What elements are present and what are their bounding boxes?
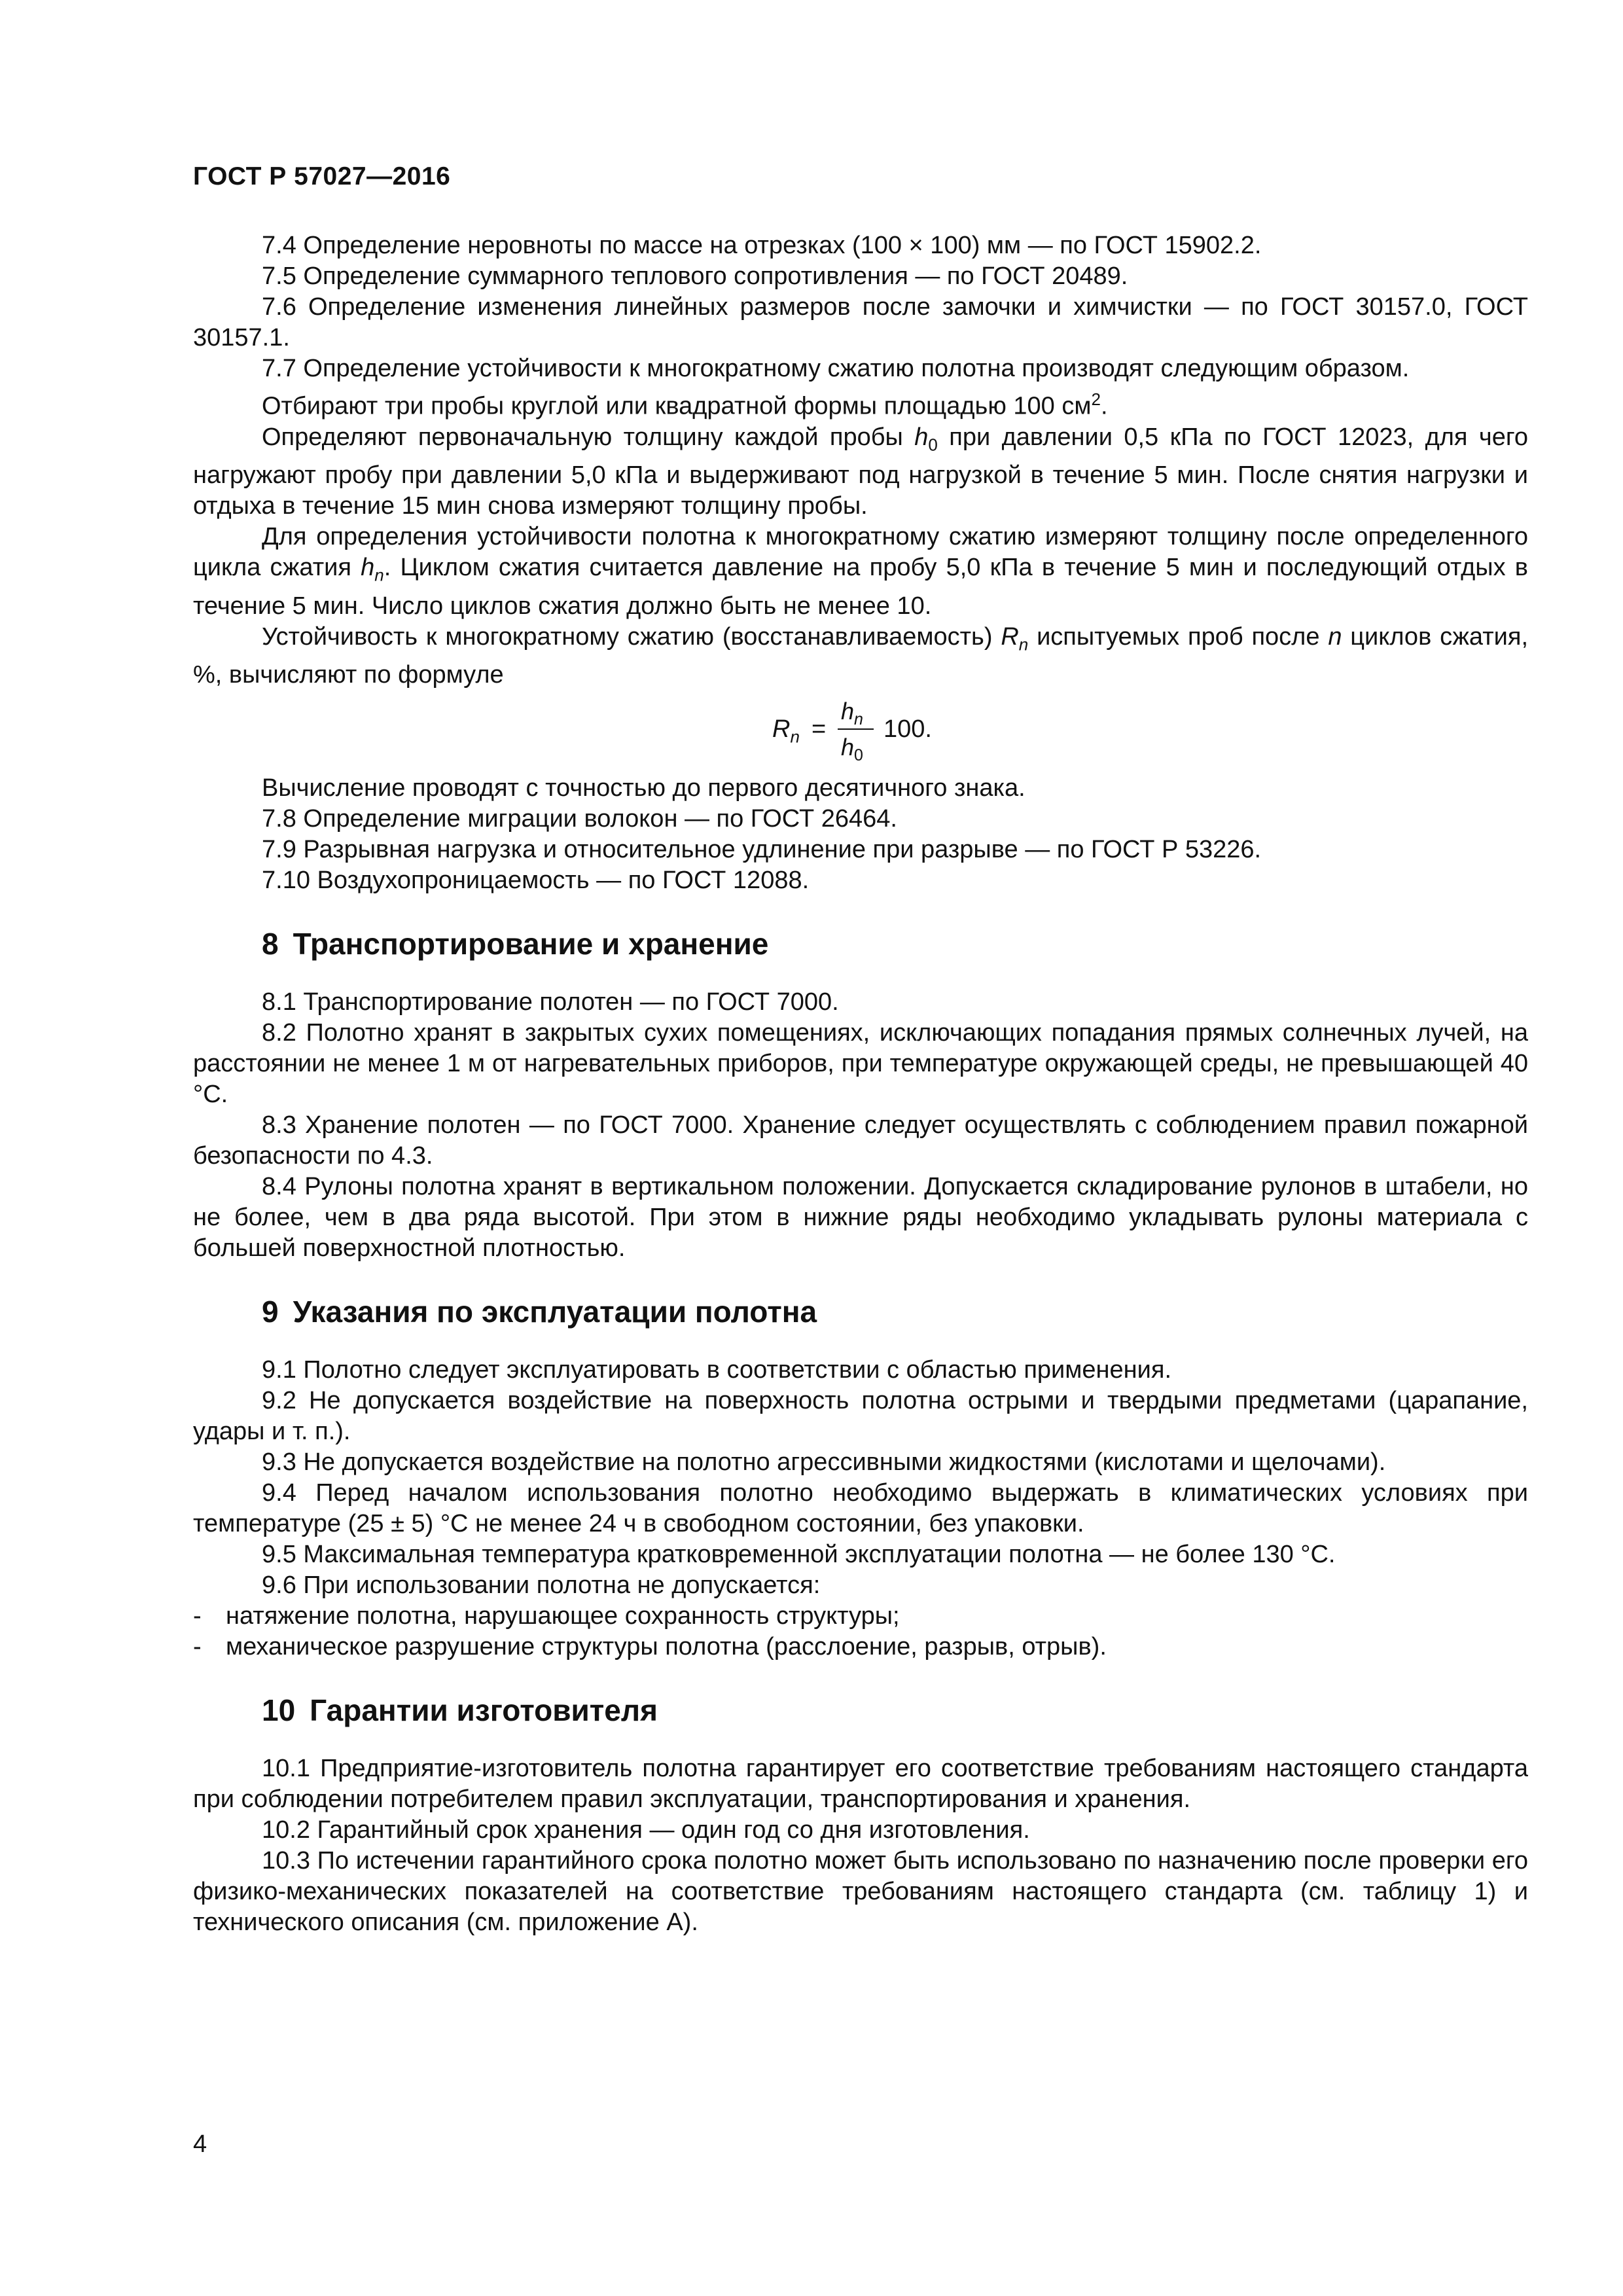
paragraph-resilience <box>193 622 1528 691</box>
list-item-text: механическое разрушение структуры полотна (расслоение, разрыв, отрыв). <box>226 1633 1107 1661</box>
paragraph-9-6: 9.6 При использовании полотна не допускается: <box>262 1571 821 1600</box>
paragraph-7-4: 7.4 Определение неровноты по массе на отрезках (100 × 100) мм — по ГОСТ 15902.2. <box>262 232 1262 259</box>
paragraph-calc: Вычисление проводят с точностью до первого десятичного знака. <box>262 774 1026 802</box>
list-item <box>193 1632 1528 1662</box>
cycle-text-a: Для определения устойчивости полотна к многократному сжатию измеряют толщину после определенного цикла сжатия <box>193 523 1528 582</box>
list-dash: - <box>193 1602 202 1630</box>
formula-lhs <box>772 714 800 753</box>
paragraph-9-3: 9.3 Не допускается воздействие на полотно агрессивными жидкостями (кислотами и щелочами). <box>262 1448 1386 1477</box>
paragraph-samples <box>193 384 1528 422</box>
paragraph-10-3: 10.3 По истечении гарантийного срока полотно может быть использовано по назначению после проверки его физико-механических показателей на соответствие требованиям настоящего стандарта (см. таблицу 1) и технического описания (см. приложение А). <box>193 1847 1528 1937</box>
formula-lhs-var: R <box>772 715 791 744</box>
section-8-title: Транспортирование и хранение <box>293 927 769 961</box>
section-10-heading <box>193 1695 1528 1726</box>
paragraph-7-7: 7.7 Определение устойчивости к многократному сжатию полотна производят следующим образом. <box>262 355 1410 382</box>
paragraph-10-1: 10.1 Предприятие-изготовитель полотна гарантирует его соответствие требованиям настоящего стандарта при соблюдении потребителем правил эксплуатации, транспортирования и хранения. <box>193 1755 1528 1814</box>
paragraph-9-1: 9.1 Полотно следует эксплуатировать в соответствии с областью применения. <box>262 1356 1172 1384</box>
formula-num-var: h <box>841 698 855 725</box>
list-item-text: натяжение полотна, нарушающее сохранность структуры; <box>226 1602 900 1630</box>
formula-num-sub: n <box>854 710 863 729</box>
paragraph-8-4: 8.4 Рулоны полотна хранят в вертикальном положении. Допускается складирование рулонов в штабели, но не более, чем в два ряда высотой. При этом в нижние ряды необходимо укладывать рулоны материала с большей поверхностной плотностью. <box>193 1173 1528 1263</box>
section-8-number: 8 <box>262 927 279 961</box>
formula-den-var: h <box>841 734 855 761</box>
thickness-sub: 0 <box>928 435 938 455</box>
fraction-bar <box>838 728 874 730</box>
document-header: ГОСТ Р 57027—2016 <box>193 162 451 190</box>
formula-lhs-sub: n <box>790 727 800 747</box>
section-10-title: Гарантии изготовителя <box>310 1693 658 1728</box>
section-9-number: 9 <box>262 1295 279 1329</box>
section-10-number: 10 <box>262 1693 296 1728</box>
paragraph-9-5: 9.5 Максимальная температура кратковременной эксплуатации полотна — не более 130 °C. <box>262 1541 1336 1569</box>
paragraph-7-8: 7.8 Определение миграции волокон — по ГОСТ 26464. <box>262 805 897 833</box>
cycle-sub: n <box>374 565 384 585</box>
samples-end: . <box>1100 392 1108 420</box>
thickness-var: h <box>914 423 929 451</box>
page-number: 4 <box>193 2130 207 2158</box>
thickness-text-b: при давлении 0,5 кПа по ГОСТ 12023, для чего нагружают пробу при давлении 5,0 кПа и выдерживают под нагрузкой в течение 5 мин. После снятия нагрузки и отдыха в течение 15 мин снова измеряют толщину пробы. <box>193 423 1528 520</box>
paragraph-7-10: 7.10 Воздухопроницаемость — по ГОСТ 12088. <box>262 867 810 895</box>
list-dash: - <box>193 1633 202 1661</box>
paragraph-9-4: 9.4 Перед началом использования полотно необходимо выдержать в климатических условиях при температуре (25 ± 5) °C не менее 24 ч в свободном состоянии, без упаковки. <box>193 1479 1528 1538</box>
thickness-text-a: Определяют первоначальную толщину каждой пробы <box>262 423 915 451</box>
samples-sup: 2 <box>1091 389 1101 409</box>
paragraph-cycle <box>193 522 1528 622</box>
paragraph-7-5: 7.5 Определение суммарного теплового сопротивления — по ГОСТ 20489. <box>262 262 1128 290</box>
formula-equals: = <box>812 715 827 744</box>
paragraph-10-2: 10.2 Гарантийный срок хранения — один год со дня изготовления. <box>262 1816 1030 1844</box>
paragraph-8-1: 8.1 Транспортирование полотен — по ГОСТ 7000. <box>262 988 839 1016</box>
samples-text: Отбирают три пробы круглой или квадратной формы площадью 100 см <box>262 392 1092 420</box>
section-9-title: Указания по эксплуатации полотна <box>293 1295 817 1329</box>
paragraph-7-9: 7.9 Разрывная нагрузка и относительное удлинение при разрыве — по ГОСТ Р 53226. <box>262 836 1262 864</box>
paragraph-9-2: 9.2 Не допускается воздействие на поверхность полотна острыми и твердыми предметами (царапание, удары и т. п.). <box>193 1387 1528 1446</box>
res-text-a: Устойчивость к многократному сжатию (восстанавливаемость) <box>262 622 1001 651</box>
paragraph-8-2: 8.2 Полотно хранят в закрытых сухих помещениях, исключающих попадания прямых солнечных лучей, на расстоянии не менее 1 м от нагревательных приборов, при температуре окружающей среды, не превышающей 40 °C. <box>193 1019 1528 1109</box>
res-n: n <box>1328 622 1342 651</box>
res-text-b: испытуемых проб после <box>1028 622 1329 651</box>
formula-den-sub: 0 <box>854 746 863 765</box>
paragraph-thickness <box>193 422 1528 522</box>
formula <box>772 694 969 766</box>
cycle-text-b: . Циклом сжатия считается давление на пробу 5,0 кПа в течение 5 мин и последующий отдых в течение 5 мин. Число циклов сжатия должно быть не менее 10. <box>193 554 1528 620</box>
formula-denominator <box>841 732 863 771</box>
paragraph-7-6: 7.6 Определение изменения линейных размеров после замочки и химчистки — по ГОСТ 30157.0, ГОСТ 30157.1. <box>193 293 1528 351</box>
section-8-heading <box>193 929 1528 960</box>
res-sub: n <box>1018 634 1029 655</box>
section-9-heading <box>193 1297 1528 1327</box>
cycle-var: h <box>361 554 375 582</box>
paragraph-8-3: 8.3 Хранение полотен — по ГОСТ 7000. Хранение следует осуществлять с соблюдением правил пожарной безопасности по 4.3. <box>193 1111 1528 1170</box>
formula-factor: 100. <box>883 715 932 744</box>
document-body <box>193 230 1528 1938</box>
res-text-c: циклов сжатия, %, вычисляют по формуле <box>193 622 1529 689</box>
formula-block <box>193 694 1528 766</box>
res-var: R <box>1001 622 1019 651</box>
list-item <box>193 1601 1528 1632</box>
